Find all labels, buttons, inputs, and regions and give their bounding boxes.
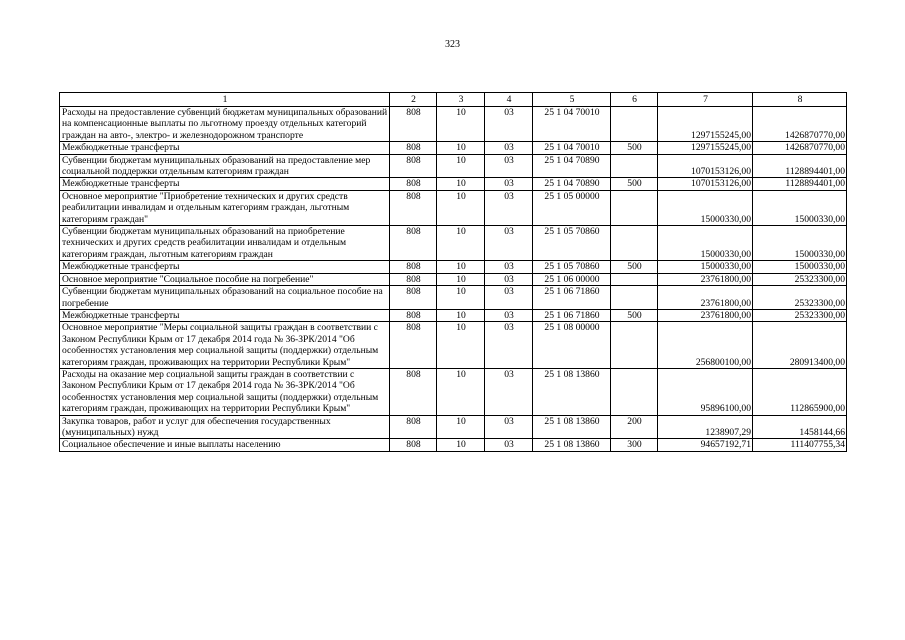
- table-row: [60, 190, 847, 225]
- amount-year2-cell: 15000330,00: [753, 190, 847, 225]
- subsection-code-cell: 03: [485, 309, 533, 321]
- gr-code-cell: 808: [390, 368, 437, 415]
- expense-type-cell: [611, 286, 658, 310]
- section-code-cell: 10: [437, 261, 485, 273]
- column-header: 4: [485, 93, 533, 107]
- amount-year1-cell: 1070153126,00: [658, 154, 753, 178]
- row-name-cell: Социальное обеспечение и иные выплаты населению: [60, 439, 390, 451]
- expense-type-cell: [611, 107, 658, 142]
- table-row: [60, 286, 847, 310]
- amount-year1-cell: 15000330,00: [658, 226, 753, 261]
- section-code-cell: 10: [437, 368, 485, 415]
- gr-code-cell: 808: [390, 190, 437, 225]
- amount-year1-cell: 1297155245,00: [658, 107, 753, 142]
- subsection-code-cell: 03: [485, 178, 533, 190]
- expense-type-cell: 300: [611, 439, 658, 451]
- table-row: [60, 273, 847, 285]
- subsection-code-cell: 03: [485, 190, 533, 225]
- target-article-cell: 25 1 04 70890: [533, 154, 611, 178]
- target-article-cell: 25 1 06 71860: [533, 286, 611, 310]
- gr-code-cell: 808: [390, 107, 437, 142]
- target-article-cell: 25 1 05 00000: [533, 190, 611, 225]
- amount-year2-cell: 15000330,00: [753, 261, 847, 273]
- column-header: 2: [390, 93, 437, 107]
- table-row: [60, 439, 847, 451]
- gr-code-cell: 808: [390, 261, 437, 273]
- target-article-cell: 25 1 05 70860: [533, 261, 611, 273]
- table-row: [60, 142, 847, 154]
- expense-type-cell: 500: [611, 142, 658, 154]
- column-header: 8: [753, 93, 847, 107]
- section-code-cell: 10: [437, 142, 485, 154]
- expense-type-cell: [611, 273, 658, 285]
- amount-year2-cell: 1426870770,00: [753, 142, 847, 154]
- section-code-cell: 10: [437, 178, 485, 190]
- section-code-cell: 10: [437, 107, 485, 142]
- expense-type-cell: 200: [611, 415, 658, 439]
- subsection-code-cell: 03: [485, 142, 533, 154]
- amount-year2-cell: 111407755,34: [753, 439, 847, 451]
- expense-type-cell: 500: [611, 178, 658, 190]
- budget-table: [59, 92, 847, 452]
- row-name-cell: Основное мероприятие "Меры социальной защиты граждан в соответствии с Законом Республики Крым от 17 декабря 2014 года № 36-ЗРК/2014 "Об особенностях установления мер социальной защиты (поддержки) отдельным категориям граждан, проживающих на территории Республики Крым": [60, 322, 390, 369]
- subsection-code-cell: 03: [485, 439, 533, 451]
- target-article-cell: 25 1 08 13860: [533, 439, 611, 451]
- gr-code-cell: 808: [390, 178, 437, 190]
- subsection-code-cell: 03: [485, 107, 533, 142]
- target-article-cell: 25 1 04 70890: [533, 178, 611, 190]
- row-name-cell: Субвенции бюджетам муниципальных образований на предоставление мер социальной поддержки отдельным категориям граждан: [60, 154, 390, 178]
- table-row: [60, 178, 847, 190]
- subsection-code-cell: 03: [485, 154, 533, 178]
- amount-year1-cell: 94657192,71: [658, 439, 753, 451]
- expense-type-cell: [611, 190, 658, 225]
- amount-year2-cell: 1458144,66: [753, 415, 847, 439]
- amount-year1-cell: 15000330,00: [658, 261, 753, 273]
- amount-year1-cell: 23761800,00: [658, 273, 753, 285]
- target-article-cell: 25 1 05 70860: [533, 226, 611, 261]
- amount-year2-cell: 25323300,00: [753, 286, 847, 310]
- row-name-cell: Межбюджетные трансферты: [60, 142, 390, 154]
- amount-year1-cell: 23761800,00: [658, 286, 753, 310]
- column-header: 5: [533, 93, 611, 107]
- row-name-cell: Основное мероприятие "Социальное пособие на погребение": [60, 273, 390, 285]
- subsection-code-cell: 03: [485, 261, 533, 273]
- column-header: 7: [658, 93, 753, 107]
- section-code-cell: 10: [437, 226, 485, 261]
- table-row: [60, 368, 847, 415]
- page-number: 323: [445, 39, 460, 50]
- subsection-code-cell: 03: [485, 286, 533, 310]
- amount-year1-cell: 1297155245,00: [658, 142, 753, 154]
- target-article-cell: 25 1 06 00000: [533, 273, 611, 285]
- amount-year2-cell: 280913400,00: [753, 322, 847, 369]
- gr-code-cell: 808: [390, 273, 437, 285]
- gr-code-cell: 808: [390, 286, 437, 310]
- amount-year1-cell: 95896100,00: [658, 368, 753, 415]
- gr-code-cell: 808: [390, 142, 437, 154]
- expense-type-cell: 500: [611, 261, 658, 273]
- table-row: [60, 154, 847, 178]
- amount-year1-cell: 256800100,00: [658, 322, 753, 369]
- gr-code-cell: 808: [390, 439, 437, 451]
- amount-year2-cell: 25323300,00: [753, 309, 847, 321]
- row-name-cell: Субвенции бюджетам муниципальных образований на приобретение технических и других средств реабилитации инвалидам и отдельным категориям граждан, льготным категориям граждан: [60, 226, 390, 261]
- amount-year2-cell: 25323300,00: [753, 273, 847, 285]
- amount-year1-cell: 23761800,00: [658, 309, 753, 321]
- target-article-cell: 25 1 04 70010: [533, 142, 611, 154]
- amount-year1-cell: 15000330,00: [658, 190, 753, 225]
- section-code-cell: 10: [437, 273, 485, 285]
- target-article-cell: 25 1 06 71860: [533, 309, 611, 321]
- column-header: 1: [60, 93, 390, 107]
- table-header-row: [60, 93, 847, 107]
- target-article-cell: 25 1 08 00000: [533, 322, 611, 369]
- gr-code-cell: 808: [390, 309, 437, 321]
- table-row: [60, 261, 847, 273]
- row-name-cell: Расходы на оказание мер социальной защиты граждан в соответствии с Законом Республики Крым от 17 декабря 2014 года № 36-ЗРК/2014 "Об особенностях установления мер социальной защиты (поддержки) отдельным категориям граждан, проживающих на территории Республики Крым": [60, 368, 390, 415]
- gr-code-cell: 808: [390, 154, 437, 178]
- row-name-cell: Закупка товаров, работ и услуг для обеспечения государственных (муниципальных) нужд: [60, 415, 390, 439]
- row-name-cell: Основное мероприятие "Приобретение технических и других средств реабилитации инвалидам и отдельным категориям граждан, льготным категориям граждан": [60, 190, 390, 225]
- amount-year2-cell: 1128894401,00: [753, 178, 847, 190]
- row-name-cell: Межбюджетные трансферты: [60, 309, 390, 321]
- expense-type-cell: [611, 226, 658, 261]
- row-name-cell: Межбюджетные трансферты: [60, 178, 390, 190]
- section-code-cell: 10: [437, 439, 485, 451]
- subsection-code-cell: 03: [485, 322, 533, 369]
- amount-year1-cell: 1070153126,00: [658, 178, 753, 190]
- expense-type-cell: [611, 322, 658, 369]
- gr-code-cell: 808: [390, 415, 437, 439]
- subsection-code-cell: 03: [485, 415, 533, 439]
- column-header: 6: [611, 93, 658, 107]
- section-code-cell: 10: [437, 309, 485, 321]
- table-row: [60, 415, 847, 439]
- target-article-cell: 25 1 08 13860: [533, 368, 611, 415]
- expense-type-cell: [611, 368, 658, 415]
- section-code-cell: 10: [437, 190, 485, 225]
- amount-year1-cell: 1238907,29: [658, 415, 753, 439]
- gr-code-cell: 808: [390, 226, 437, 261]
- section-code-cell: 10: [437, 415, 485, 439]
- row-name-cell: Межбюджетные трансферты: [60, 261, 390, 273]
- table-row: [60, 107, 847, 142]
- table-row: [60, 322, 847, 369]
- section-code-cell: 10: [437, 286, 485, 310]
- subsection-code-cell: 03: [485, 226, 533, 261]
- section-code-cell: 10: [437, 154, 485, 178]
- expense-type-cell: [611, 154, 658, 178]
- subsection-code-cell: 03: [485, 273, 533, 285]
- target-article-cell: 25 1 04 70010: [533, 107, 611, 142]
- expense-type-cell: 500: [611, 309, 658, 321]
- row-name-cell: Субвенции бюджетам муниципальных образований на социальное пособие на погребение: [60, 286, 390, 310]
- column-header: 3: [437, 93, 485, 107]
- row-name-cell: Расходы на предоставление субвенций бюджетам муниципальных образований на компенсационные выплаты по льготному проезду отдельных категорий граждан на авто-, электро- и железнодорожном транспорте: [60, 107, 390, 142]
- amount-year2-cell: 1128894401,00: [753, 154, 847, 178]
- amount-year2-cell: 15000330,00: [753, 226, 847, 261]
- target-article-cell: 25 1 08 13860: [533, 415, 611, 439]
- amount-year2-cell: 1426870770,00: [753, 107, 847, 142]
- table-row: [60, 226, 847, 261]
- table-row: [60, 309, 847, 321]
- subsection-code-cell: 03: [485, 368, 533, 415]
- gr-code-cell: 808: [390, 322, 437, 369]
- amount-year2-cell: 112865900,00: [753, 368, 847, 415]
- section-code-cell: 10: [437, 322, 485, 369]
